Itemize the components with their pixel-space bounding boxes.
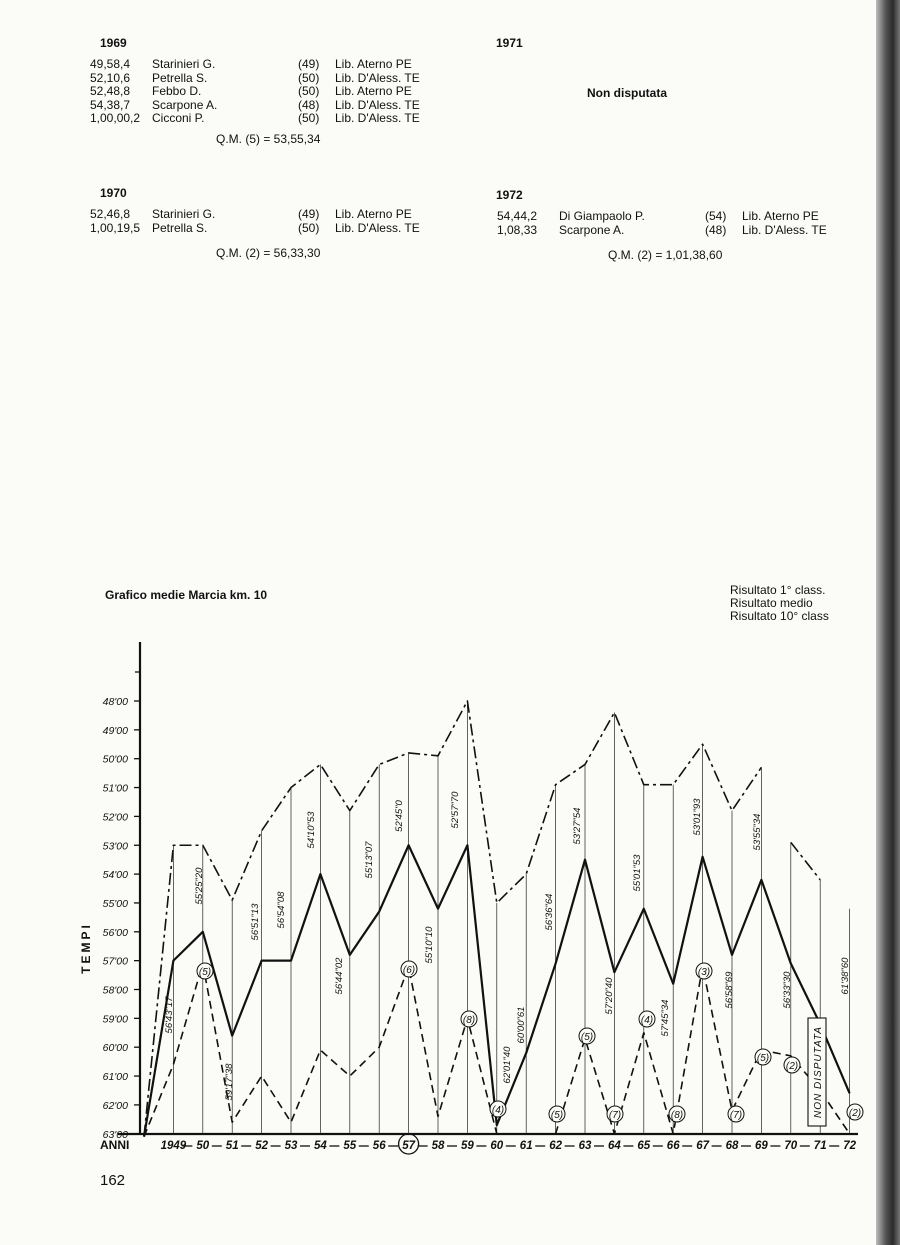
y-tick-label: 62'00 (102, 1099, 128, 1112)
x-category-label: 61 (519, 1140, 533, 1152)
participant-count: (5) (198, 967, 212, 978)
birth-year: (49) (298, 57, 320, 71)
time-label: 53'55"34 (752, 813, 763, 851)
athlete-name: Scarpone A. (559, 222, 625, 237)
time-label: 55'25"20 (194, 867, 205, 905)
participant-count: (6) (402, 965, 416, 976)
chart-title: Grafico medie Marcia km. 10 (105, 588, 268, 602)
athlete-name: Febbo D. (152, 84, 202, 99)
x-category-label: 52 (255, 1140, 268, 1152)
y-tick-label: 53'00 (102, 840, 128, 853)
club-name: Lib. D'Aless. TE (335, 111, 420, 126)
time-label: 52'45"0 (394, 800, 405, 832)
series-line-dashdot (791, 842, 820, 880)
birth-year: (48) (298, 97, 320, 112)
participant-count: (5) (550, 1110, 564, 1121)
x-category-label: 54 (314, 1140, 327, 1152)
x-category-label: 1949 (160, 1140, 187, 1152)
club-name: Lib. D'Aless. TE (335, 220, 420, 235)
legend-label-tenth: Risultato 10° class (730, 609, 829, 623)
x-category-label: 65 (637, 1140, 651, 1152)
club-name: Lib. Aterno PE (742, 209, 819, 223)
result-time: 54,38,7 (90, 97, 131, 112)
participant-count: (8) (462, 1015, 476, 1026)
club-name: Lib. Aterno PE (335, 84, 412, 99)
time-label: 57'45"34 (660, 999, 671, 1037)
x-category-label: 66 (666, 1140, 680, 1152)
quality-mean-1972: Q.M. (2) = 1,01,38,60 (608, 248, 723, 262)
y-tick-label: 49'00 (102, 724, 128, 737)
athlete-name: Starinieri G. (152, 207, 216, 221)
year-heading-1972: 1972 (496, 188, 523, 202)
x-category-label: 51 (225, 1140, 239, 1152)
club-name: Lib. D'Aless. TE (742, 222, 827, 237)
birth-year: (50) (298, 111, 320, 126)
y-tick-label: 61'00 (102, 1071, 128, 1084)
x-category-label: 59 (461, 1140, 474, 1152)
athlete-name: Starinieri G. (152, 57, 216, 71)
club-name: Lib. D'Aless. TE (335, 97, 420, 112)
time-label: 56'43"17 (164, 996, 175, 1034)
participant-count: (5) (756, 1053, 770, 1064)
x-category-label: 55 (343, 1140, 357, 1152)
club-name: Lib. D'Aless. TE (335, 70, 420, 85)
time-label: 53'01"93 (692, 798, 703, 836)
birth-year: (50) (298, 84, 320, 99)
x-category-label: 50 (196, 1140, 210, 1152)
legend-label-mean: Risultato medio (730, 596, 813, 610)
result-time: 54,44,2 (497, 209, 538, 223)
x-category-label: 68 (725, 1140, 739, 1152)
time-label: 55'13"07 (364, 841, 375, 879)
birth-year: (50) (298, 70, 320, 85)
y-tick-label: 48'00 (102, 696, 128, 708)
y-tick-label: 58'00 (102, 984, 128, 997)
participant-count: (5) (580, 1032, 594, 1043)
time-label: 56'51"13 (250, 903, 261, 941)
time-label: 52'57"70 (450, 791, 461, 829)
y-tick-label: 51'00 (102, 782, 128, 795)
time-label: 55'01"53 (632, 854, 643, 892)
x-category-label: 57 (402, 1140, 415, 1152)
x-category-label: 71 (813, 1140, 827, 1152)
y-tick-label: 59'00 (102, 1013, 128, 1026)
year-heading-1969: 1969 (100, 36, 127, 50)
quality-mean-1970: Q.M. (2) = 56,33,30 (216, 246, 321, 260)
result-time: 52,46,8 (90, 207, 131, 221)
time-label: 56'36"64 (544, 893, 555, 931)
time-label: 56'44"02 (334, 957, 345, 995)
y-tick-label: 63'00 (102, 1128, 128, 1141)
athlete-name: Di Giampaolo P. (559, 209, 645, 223)
time-label: 61'38"60 (840, 957, 851, 995)
page-number: 162 (100, 1172, 126, 1189)
result-time: 1,00,00,2 (90, 111, 141, 126)
y-tick-label: 55'00 (102, 897, 128, 910)
x-category-label: 69 (755, 1140, 768, 1152)
series-line-dashdot (144, 701, 761, 1137)
x-category-label: 67 (696, 1140, 709, 1152)
time-label: 59'17"38 (224, 1063, 235, 1101)
result-time: 52,48,8 (90, 84, 131, 99)
athlete-name: Petrella S. (152, 220, 208, 235)
participant-count: (8) (670, 1110, 684, 1121)
not-held-annotation: NON DISPUTATA (813, 1026, 824, 1118)
time-label: 62'01"40 (502, 1046, 513, 1084)
result-time: 1,00,19,5 (90, 220, 141, 235)
x-axis-title: ANNI (100, 1138, 130, 1152)
y-tick-label: 56'00 (102, 926, 128, 939)
x-category-label: 63 (578, 1140, 592, 1152)
legend-label-first: Risultato 1° class. (730, 583, 826, 597)
year-heading-1970: 1970 (100, 186, 127, 200)
athlete-name: Petrella S. (152, 70, 208, 85)
y-tick-label: 54'00 (102, 869, 128, 882)
participant-count: (2) (848, 1108, 862, 1119)
x-category-label: 58 (431, 1140, 445, 1152)
time-label: 56'33"30 (782, 971, 793, 1009)
participant-count: (3) (697, 967, 711, 978)
x-category-label: 62 (549, 1140, 562, 1152)
participant-count: (4) (640, 1015, 654, 1026)
x-category-label: 64 (608, 1140, 621, 1152)
birth-year: (49) (298, 207, 320, 221)
x-category-label: 72 (843, 1140, 856, 1152)
not-held-note-1971: Non disputata (587, 86, 667, 100)
club-name: Lib. Aterno PE (335, 207, 412, 221)
x-category-label: 70 (784, 1140, 798, 1152)
birth-year: (54) (705, 209, 727, 223)
time-label: 56'54"08 (276, 891, 287, 929)
athlete-name: Scarpone A. (152, 97, 218, 112)
x-category-label: 56 (372, 1140, 386, 1152)
result-time: 52,10,6 (90, 70, 131, 85)
time-label: 53'27"54 (572, 807, 583, 845)
time-label: 54'10"53 (306, 811, 317, 849)
participant-count: (4) (491, 1105, 505, 1116)
participant-count: (2) (785, 1061, 799, 1072)
y-axis-title: TEMPI (79, 922, 93, 974)
quality-mean-1969: Q.M. (5) = 53,55,34 (216, 132, 321, 146)
participant-count: (7) (729, 1110, 743, 1121)
x-category-label: 53 (284, 1140, 298, 1152)
y-tick-label: 50'00 (102, 753, 128, 766)
birth-year: (48) (705, 222, 727, 237)
time-label: 57'20"40 (604, 977, 615, 1015)
y-tick-label: 52'00 (102, 811, 128, 824)
year-heading-1971: 1971 (496, 36, 523, 50)
y-tick-label: 57'00 (102, 955, 128, 968)
time-label: 55'10"10 (424, 926, 435, 964)
time-label: 60'00"61 (516, 1006, 527, 1044)
time-label: 56'58"69 (724, 971, 735, 1009)
athlete-name: Cicconi P. (152, 111, 205, 126)
y-tick-label: 60'00 (102, 1042, 128, 1055)
x-category-label: 60 (490, 1140, 504, 1152)
birth-year: (50) (298, 220, 320, 235)
club-name: Lib. Aterno PE (335, 57, 412, 71)
result-time: 1,08,33 (497, 222, 538, 237)
result-time: 49,58,4 (90, 57, 131, 71)
participant-count: (7) (608, 1110, 622, 1121)
